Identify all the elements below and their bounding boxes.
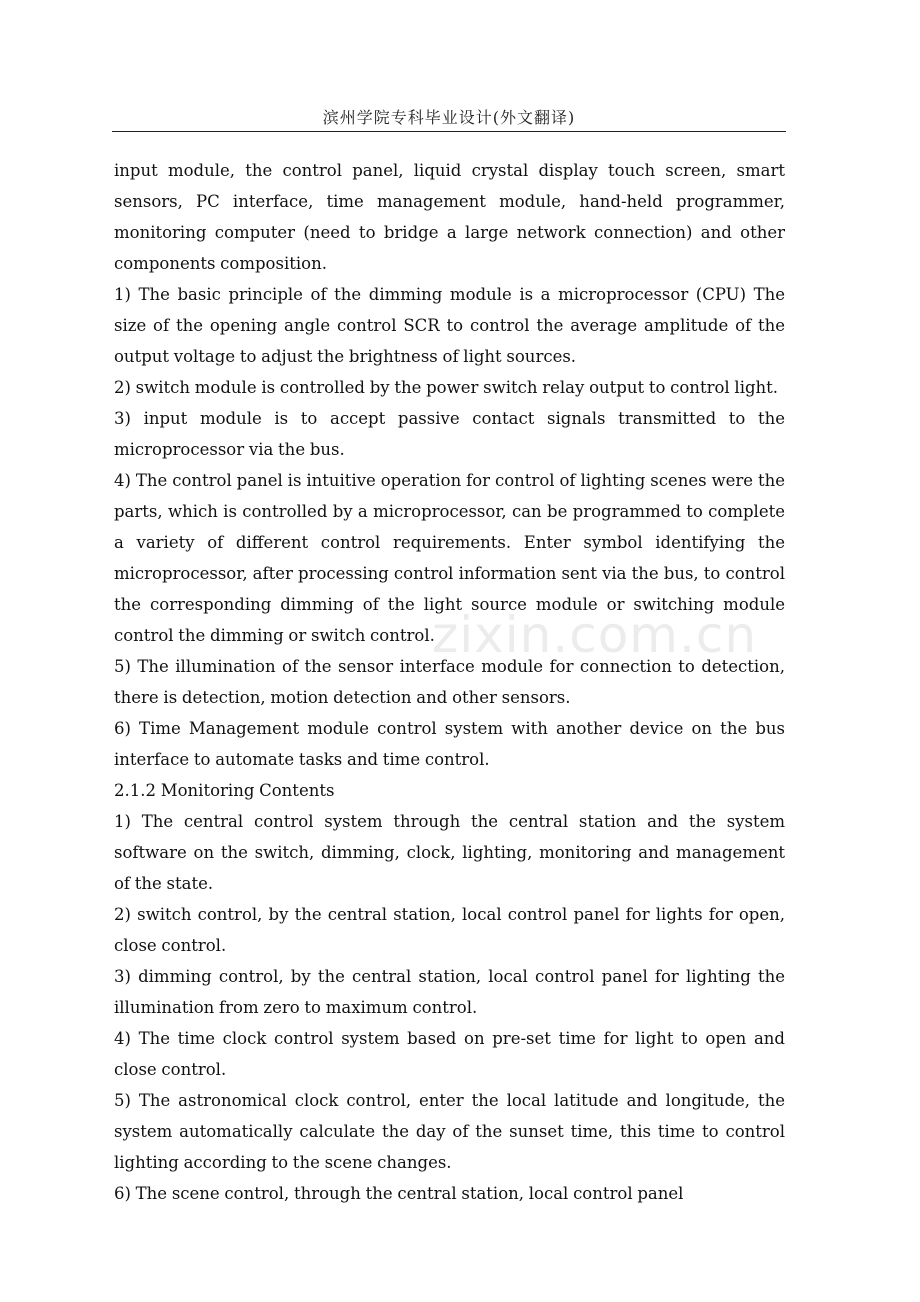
paragraph-item: 3) input module is to accept passive contact signals transmitted to the microprocessor via the bus. (114, 409, 785, 459)
paragraph-item: 3) dimming control, by the central station, local control panel for lighting the illumination from zero to maximum control. (114, 967, 785, 1017)
running-header: 滨州学院专科毕业设计(外文翻译) (322, 108, 576, 127)
paragraph-item: 1) The central control system through the central station and the system software on the switch, dimming, clock, lighting, monitoring and management of the state. (114, 812, 785, 893)
paragraph-item: 6) The scene control, through the central station, local control panel (114, 1184, 684, 1203)
watermark: zixin.com.cn (432, 606, 758, 664)
paragraph-item: 5) The astronomical clock control, enter the local latitude and longitude, the system automatically calculate the day of the sunset time, this time to control lighting according to the scene changes. (114, 1091, 785, 1172)
paragraph-item: 2) switch module is controlled by the power switch relay output to control light. (114, 378, 779, 397)
paragraph-item: 5) The illumination of the sensor interface module for connection to detection, there is detection, motion detection and other sensors. (114, 657, 785, 707)
paragraph-item: 6) Time Management module control system with another device on the bus interface to automate tasks and time control. (114, 719, 785, 769)
paragraph-item: 2) switch control, by the central station, local control panel for lights for open, close control. (114, 905, 785, 955)
paragraph-intro: input module, the control panel, liquid crystal display touch screen, smart sensors, PC interface, time management module, hand-held programmer, monitoring computer (need to bridge a large network connection) and other components composition. (114, 161, 785, 273)
paragraph-item: 4) The time clock control system based on pre-set time for light to open and close control. (114, 1029, 785, 1079)
body-text (114, 155, 785, 1209)
section-heading: 2.1.2 Monitoring Contents (114, 781, 335, 800)
header-divider (112, 131, 786, 132)
paragraph-item: 4) The control panel is intuitive operation for control of lighting scenes were the parts, which is controlled by a microprocessor, can be programmed to complete a variety of different control requirements. Enter symbol identifying the microprocessor, after processing control information sent via the bus, to control the corresponding dimming of the light source module or switching module control the dimming or switch control. (114, 471, 785, 645)
paragraph-item: 1) The basic principle of the dimming module is a microprocessor (CPU) The size of the opening angle control SCR to control the average amplitude of the output voltage to adjust the brightness of light sources. (114, 285, 785, 366)
